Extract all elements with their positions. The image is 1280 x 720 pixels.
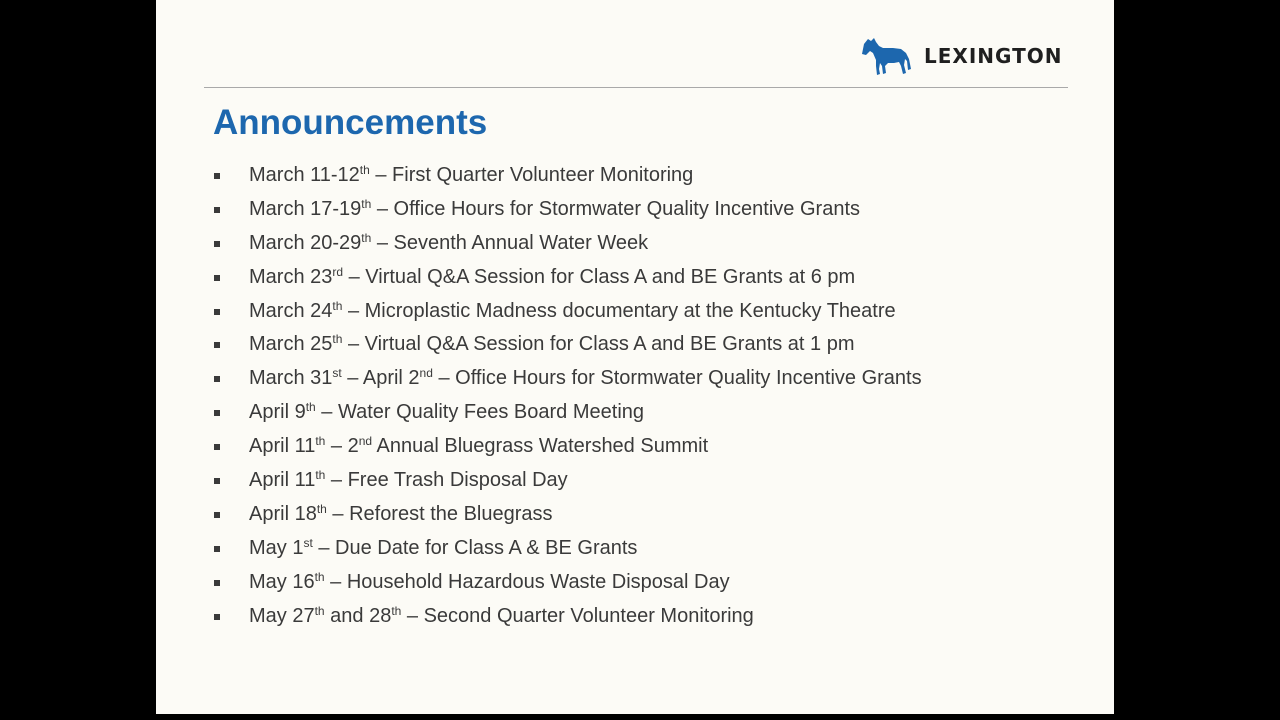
announcement-text (249, 566, 730, 600)
announcement-text (249, 193, 860, 227)
announcement-text-part: – Second Quarter Volunteer Monitoring (401, 604, 754, 627)
ordinal-suffix: th (391, 603, 402, 618)
announcement-text (249, 362, 922, 396)
announcement-text-part: – Household Hazardous Waste Disposal Day (324, 570, 730, 593)
ordinal-suffix: th (314, 569, 325, 584)
announcement-text-part: – Water Quality Fees Board Meeting (315, 401, 645, 424)
square-bullet-icon (214, 546, 220, 552)
announcement-text-part: – Virtual Q&A Session for Class A and BE Grants at 6 pm (343, 265, 856, 288)
announcement-text-part: – Seventh Annual Water Week (371, 231, 649, 254)
ordinal-suffix: th (332, 332, 343, 347)
announcement-text (249, 498, 553, 532)
announcement-text (249, 396, 644, 430)
ordinal-suffix: th (361, 230, 372, 245)
square-bullet-icon (214, 614, 220, 620)
announcement-text-part: – Office Hours for Stormwater Quality Incentive Grants (432, 367, 922, 390)
lexington-logo (860, 34, 1062, 78)
announcement-text-part: March 23 (249, 265, 333, 288)
announcement-text (249, 261, 855, 295)
square-bullet-icon (214, 478, 220, 484)
announcement-text-part: April 11 (249, 435, 316, 458)
ordinal-suffix: th (359, 163, 370, 177)
announcement-text-part: March 11-12 (249, 164, 360, 186)
slide (156, 0, 1114, 714)
square-bullet-icon (214, 241, 220, 247)
announcement-text (249, 328, 855, 362)
announcement-text-part: May 1 (249, 536, 304, 559)
announcement-text-part: May 16 (249, 570, 315, 593)
announcement-text-part: – Office Hours for Stormwater Quality Incentive Grants (371, 197, 860, 220)
announcement-text (249, 295, 896, 329)
ordinal-suffix: th (314, 603, 325, 618)
ordinal-suffix: rd (332, 264, 344, 279)
announcement-text-part: – Free Trash Disposal Day (325, 469, 568, 492)
ordinal-suffix: th (305, 400, 316, 415)
announcement-text (249, 227, 648, 261)
announcement-text-part: March 20-29 (249, 231, 362, 254)
ordinal-suffix: th (361, 196, 372, 211)
square-bullet-icon (214, 173, 220, 179)
announcement-text-part: Annual Bluegrass Watershed Summit (372, 435, 709, 458)
announcement-text (249, 159, 693, 193)
announcement-text-part: March 24 (249, 299, 333, 322)
square-bullet-icon (214, 207, 220, 213)
square-bullet-icon (214, 512, 220, 518)
square-bullet-icon (214, 309, 220, 315)
announcement-text-part: March 31 (249, 367, 333, 390)
announcement-text-part: – First Quarter Volunteer Monitoring (369, 164, 694, 186)
logo-wordmark: LEXINGTON (924, 44, 1063, 68)
square-bullet-icon (214, 275, 220, 281)
announcement-text-part: May 27 (249, 604, 315, 627)
announcement-text-part: – Microplastic Madness documentary at the Kentucky Theatre (342, 299, 896, 322)
ordinal-suffix: th (315, 434, 326, 449)
square-bullet-icon (214, 376, 220, 382)
announcement-text-part: and 28 (324, 604, 392, 627)
ordinal-suffix: th (316, 501, 327, 516)
ordinal-suffix: st (332, 366, 342, 381)
announcement-text-part: – April 2 (341, 367, 420, 390)
announcement-text-part: April 11 (249, 469, 316, 492)
horse-icon (860, 35, 912, 77)
announcement-text-part: April 18 (249, 502, 317, 525)
square-bullet-icon (214, 410, 220, 416)
ordinal-suffix: nd (358, 434, 373, 449)
square-bullet-icon (214, 580, 220, 586)
announcement-text (249, 600, 754, 634)
announcement-text-part: – Due Date for Class A & BE Grants (312, 536, 638, 559)
announcement-text (249, 430, 708, 464)
announcement-text-part: March 17-19 (249, 197, 362, 220)
square-bullet-icon (214, 444, 220, 450)
announcement-text-part: – 2 (325, 435, 359, 458)
slide-title: Announcements (213, 103, 488, 142)
announcement-text (249, 532, 637, 566)
ordinal-suffix: st (303, 535, 313, 550)
ordinal-suffix: th (315, 468, 326, 483)
announcement-text (249, 464, 568, 498)
announcement-text-part: – Reforest the Bluegrass (326, 502, 553, 525)
announcement-text-part: April 9 (249, 401, 306, 424)
ordinal-suffix: th (332, 298, 343, 313)
ordinal-suffix: nd (419, 366, 433, 381)
announcement-text-part: March 25 (249, 333, 333, 356)
announcement-text-part: – Virtual Q&A Session for Class A and BE Grants at 1 pm (342, 333, 855, 356)
header-divider (204, 87, 1068, 88)
square-bullet-icon (214, 342, 220, 348)
